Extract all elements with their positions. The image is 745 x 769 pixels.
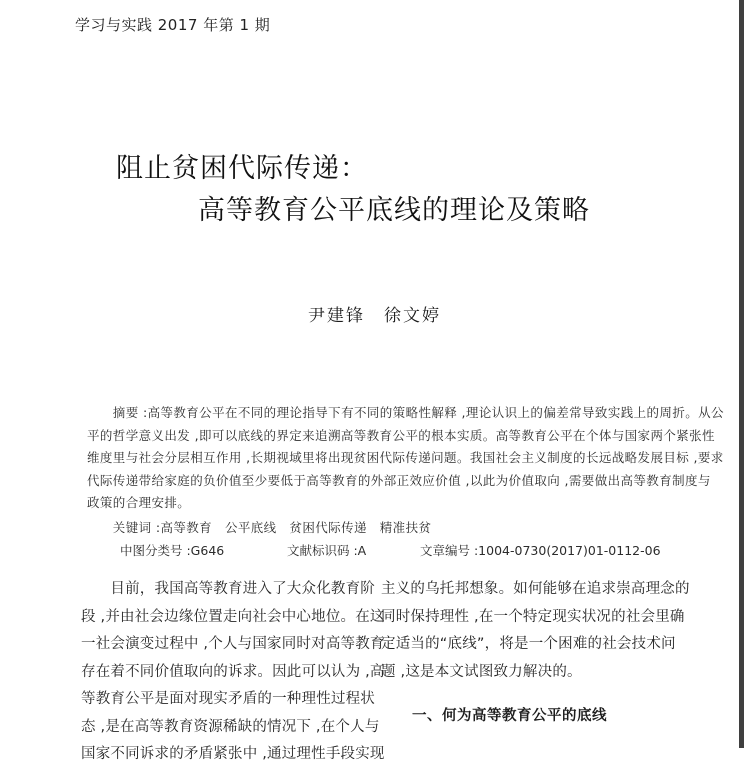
abstract-line: 摘要 :高等教育公平在不同的理论指导下有不同的策略性解释 ,理论认识上的偏差常导致实践上的周折。从公 — [87, 405, 724, 420]
body-line: 态 ,是在高等教育资源稀缺的情况下 ,在个人与 — [81, 718, 380, 735]
journal-header: 学习与实践 2017 年第 1 期 — [75, 16, 271, 34]
abstract-line: 平的哲学意义出发 ,即可以底线的界定来追溯高等教育公平的根本实质。高等教育公平在个体与国家两个紧张性 — [87, 427, 715, 443]
abstract-line: 代际传递带给家庭的负价值至少要低于高等教育的外部正效应价值 ,以此为价值取向 ,需要做出高等教育制度与 — [87, 472, 711, 488]
body-column-left — [81, 576, 385, 769]
body-column-right — [381, 576, 690, 725]
article-title-line-2: 高等教育公平底线的理论及策略 — [198, 195, 590, 226]
authors: 尹建锋 徐文婷 — [308, 306, 441, 326]
abstract-line: 维度里与社会分层相互作用 ,长期视域里将出现贫困代际传递问题。我国社会主义制度的长远战略发展目标 ,要求 — [87, 450, 724, 466]
keywords-line: 关键词 :高等教育 公平底线 贫困代际传递 精准扶贫 — [87, 520, 432, 535]
meta-article-id: 文章编号 :1004-0730(2017)01-0112-06 — [420, 543, 661, 558]
body-line: 段 ,并由社会边缘位置走向社会中心地位。在这 — [81, 608, 385, 625]
meta-clc-number: 中图分类号 :G646 — [120, 543, 225, 558]
body-line: 定适当的“底线”，将是一个困难的社会技术问 — [381, 636, 676, 652]
body-line: 国家不同诉求的矛盾紧张中 ,通过理性手段实现 — [81, 746, 385, 762]
section-heading: 一、何为高等教育公平的底线 — [412, 708, 607, 724]
body-line: 等教育公平是面对现实矛盾的一种理性过程状 — [81, 691, 375, 707]
body-line: 主义的乌托邦想象。如何能够在追求崇高理念的 — [381, 581, 690, 597]
abstract-line: 政策的合理安排。 — [87, 495, 191, 511]
body-line: 存在着不同价值取向的诉求。因此可以认为 ,高 — [81, 663, 385, 680]
body-line: 同时保持理性 ,在一个特定现实状况的社会里确 — [381, 608, 685, 625]
body-line: 一社会演变过程中 ,个人与国家同时对高等教育 — [81, 636, 385, 652]
page-edge-shadow — [739, 0, 744, 748]
body-line: 目前，我国高等教育进入了大众化教育阶 — [81, 581, 375, 597]
meta-document-code: 文献标识码 :A — [287, 543, 367, 558]
body-line: 题 ,这是本文试图致力解决的。 — [381, 663, 582, 680]
article-title-line-1: 阻止贫困代际传递： — [116, 153, 368, 184]
abstract-block — [87, 402, 724, 515]
